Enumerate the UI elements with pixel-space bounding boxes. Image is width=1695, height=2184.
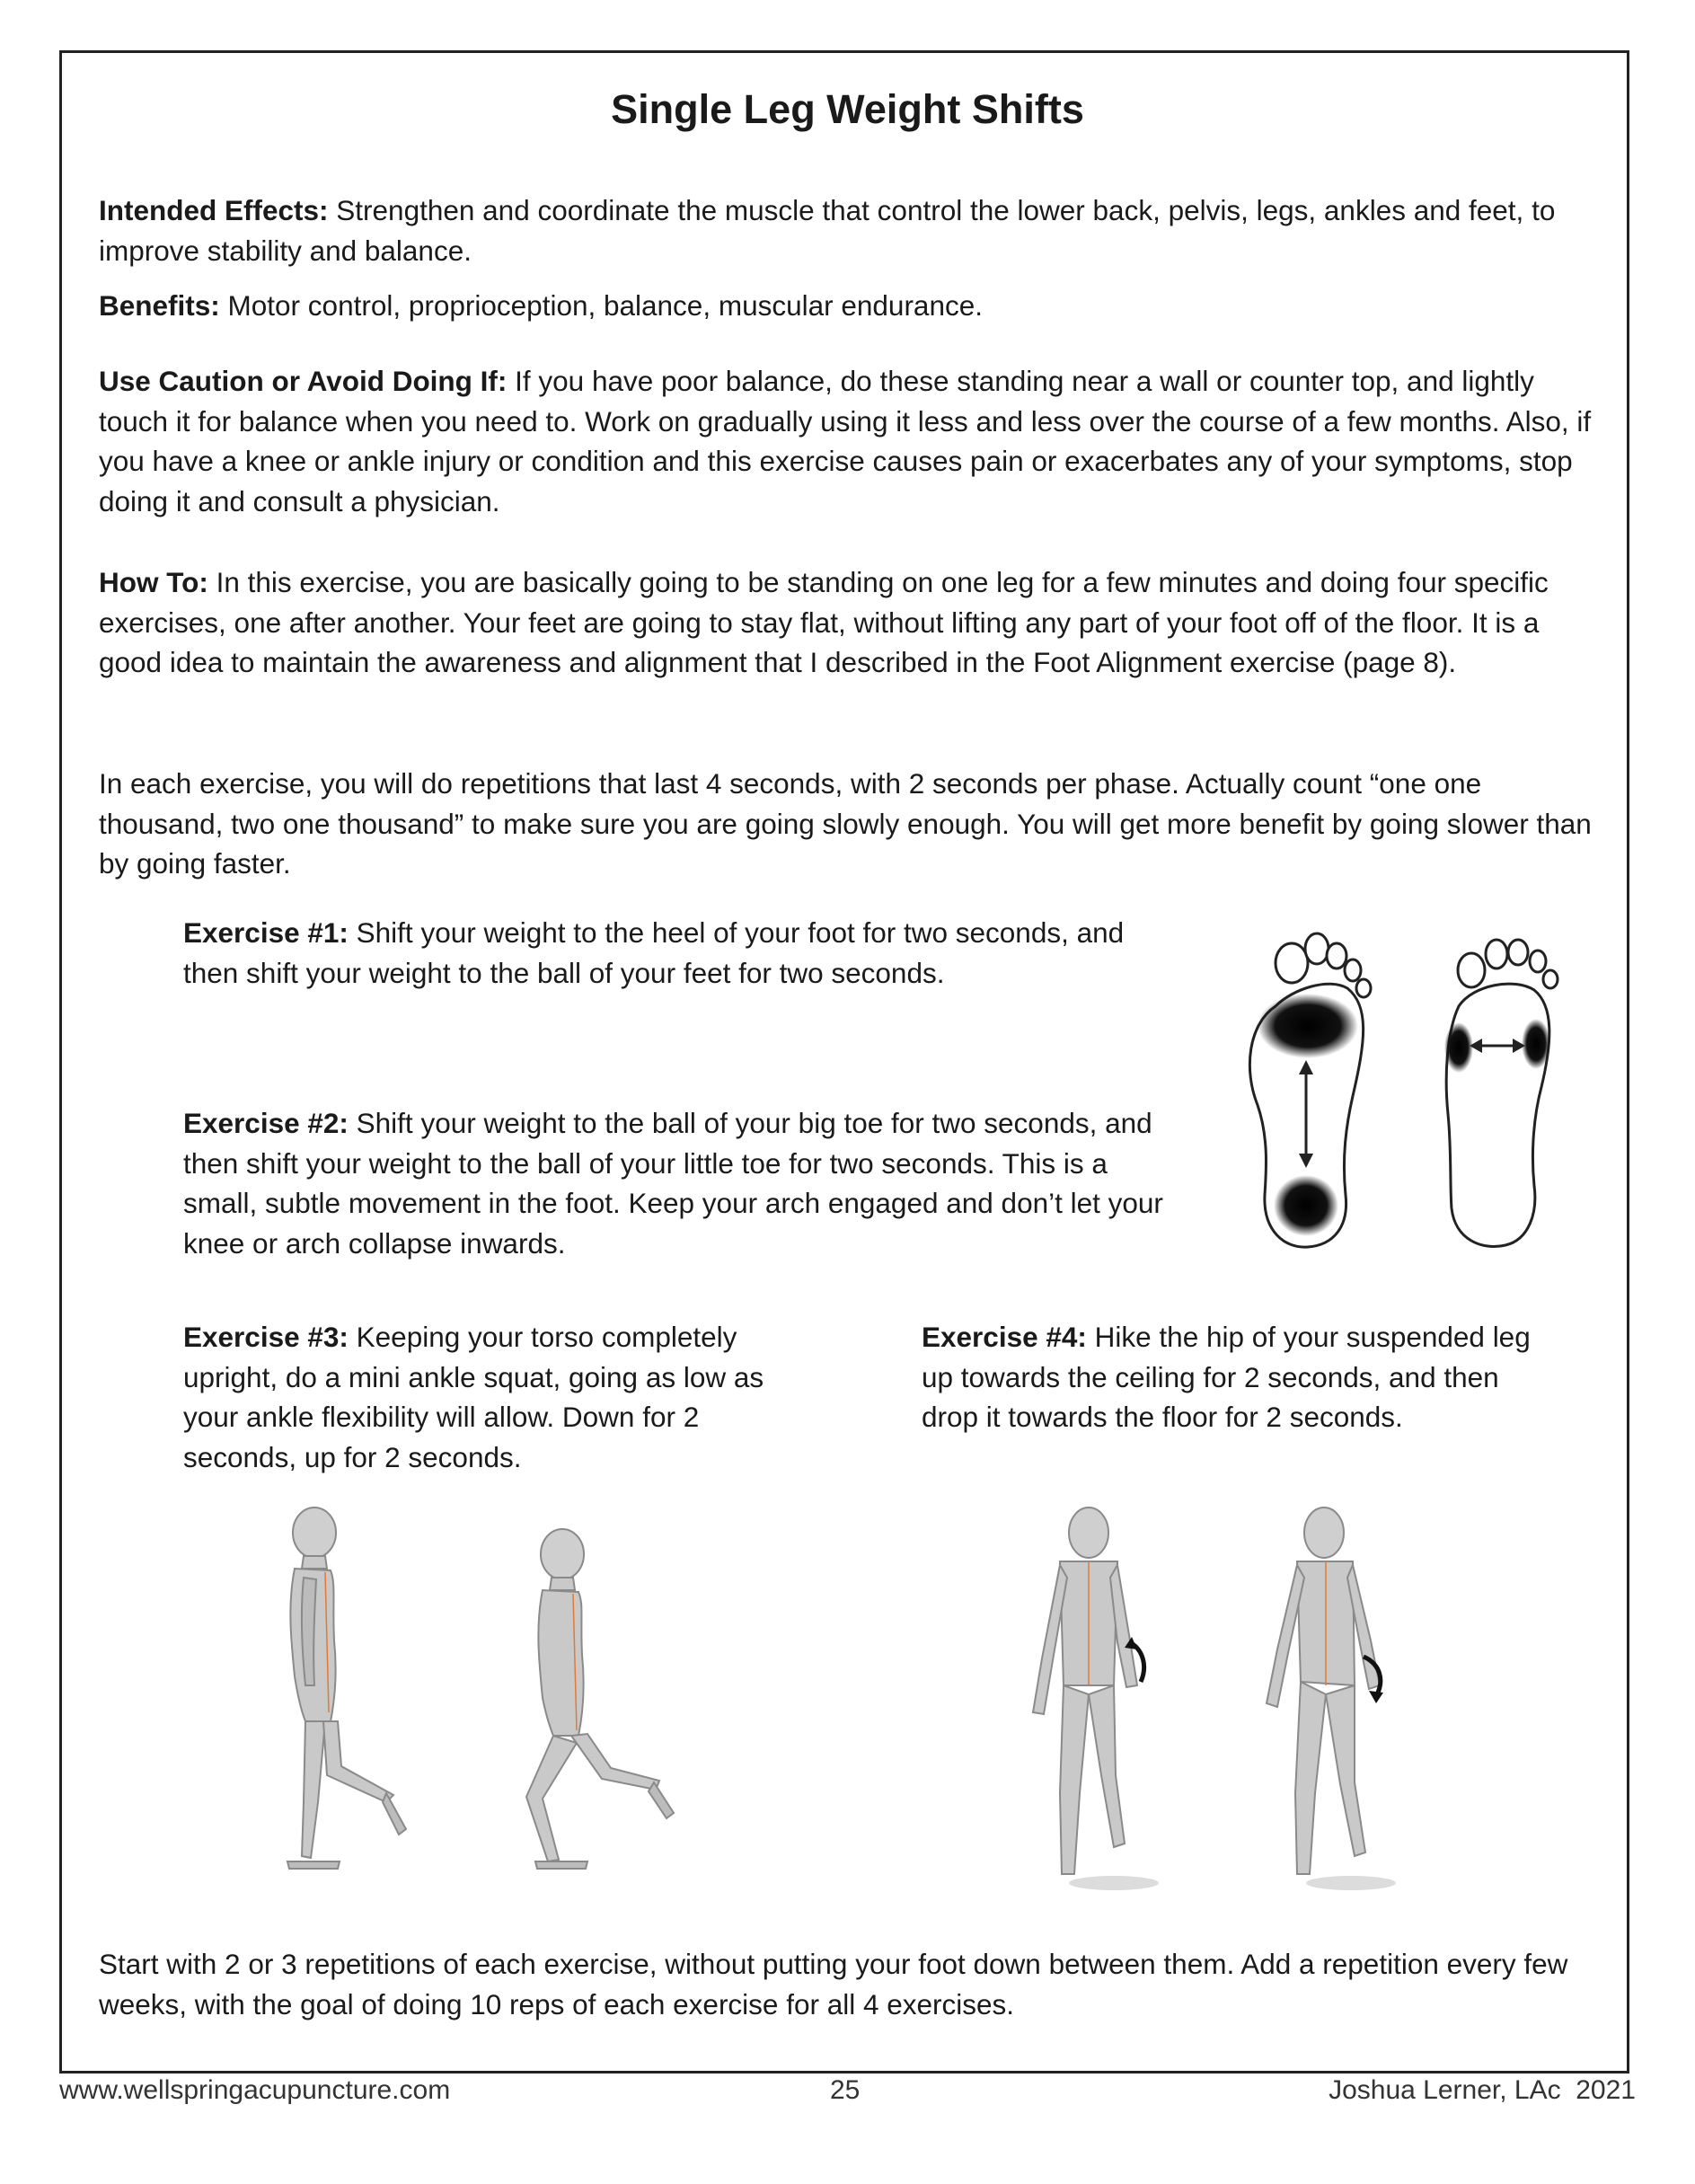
- exercise-2: [183, 1103, 1180, 1263]
- exercise-3: [183, 1317, 794, 1477]
- footer-author: Joshua Lerner, LAc 2021: [1329, 2075, 1636, 2105]
- caution-paragraph: [99, 361, 1608, 521]
- foot-diagram-heel-ball: [1240, 925, 1374, 1249]
- toe-3: [1327, 943, 1346, 968]
- toe-1: [1276, 943, 1308, 983]
- footer-website: www.wellspringacupuncture.com: [59, 2075, 451, 2105]
- mannequin-side-standing: [252, 1506, 458, 1883]
- little-toe-pressure: [1522, 1019, 1550, 1069]
- exercise-1-text: Shift your weight to the heel of your foot for two seconds, and then shift your weight to the ball of your feet for two seconds.: [183, 916, 1125, 989]
- ball-pressure: [1258, 994, 1358, 1058]
- intended-effects-label: Intended Effects:: [99, 194, 329, 226]
- exercise-1-label: Exercise #1:: [183, 916, 349, 949]
- exercise-1: [183, 913, 1171, 993]
- exercise-2-label: Exercise #2:: [183, 1107, 349, 1139]
- caution-text: If you have poor balance, do these standing near a wall or counter top, and lightly touch it for balance when you need to. Work on gradually using it less and less over the course of a few months. Also, if you have a knee or ankle injury or condition and this exercise causes pain or exacerbates any of your symptoms, stop doing it and consult a physician.: [99, 365, 1592, 517]
- benefits-paragraph: [99, 286, 1608, 326]
- mannequin-front-hip-down: [1250, 1506, 1412, 1901]
- exercise-3-label: Exercise #3:: [183, 1321, 349, 1353]
- big-toe-pressure: [1444, 1022, 1473, 1073]
- arrow-down-icon: [1369, 1691, 1383, 1703]
- closing-paragraph: Start with 2 or 3 repetitions of each exercise, without putting your foot down between them. Add a repetition every few weeks, with the goal of doing 10 reps of each exercise for all 4 exercises.: [99, 1948, 1568, 2020]
- intended-effects-text: Strengthen and coordinate the muscle that control the lower back, pelvis, legs, ankles and feet, to improve stability and balance.: [99, 194, 1556, 267]
- heel-pressure: [1274, 1175, 1338, 1236]
- toe-5: [1543, 970, 1558, 988]
- exercise-4: [922, 1317, 1541, 1437]
- toe-4: [1345, 959, 1361, 981]
- exercise-2-text: Shift your weight to the ball of your big toe for two seconds, and then shift your weight to the ball of your little toe for two seconds. This is a small, subtle movement in the foot. Keep your arch engaged and don’t let your knee or arch collapse inwards.: [183, 1107, 1163, 1260]
- toe-5: [1356, 979, 1371, 997]
- foot-diagram-big-little-toe: [1428, 925, 1563, 1249]
- how-to-text: In this exercise, you are basically going to be standing on one leg for a few minutes and doing four specific exercises, one after another. Your feet are going to stay flat, without lifting any part of your foot off of the floor. It is a good idea to maintain the awareness and alignment that I described in the Foot Alignment exercise (page 8).: [99, 566, 1549, 678]
- caution-label: Use Caution or Avoid Doing If:: [99, 365, 508, 397]
- intended-effects-paragraph: [99, 190, 1608, 270]
- mannequin-side-squat: [512, 1527, 719, 1887]
- toe-4: [1530, 951, 1546, 972]
- how-to-paragraph: [99, 562, 1608, 683]
- toe-2: [1486, 940, 1507, 968]
- exercise-3-text: Keeping your torso completely upright, do a mini ankle squat, going as low as your ankle flexibility will allow. Down for 2 seconds, up for 2 seconds.: [183, 1321, 764, 1473]
- repetitions-paragraph: In each exercise, you will do repetitions that last 4 seconds, with 2 seconds per phase. Actually count “one one thousand, two one thousand” to make sure you are going slowly enough. You will get more benefit by going slower than by going faster.: [99, 767, 1592, 880]
- toe-2: [1305, 933, 1329, 964]
- toe-1: [1458, 953, 1485, 987]
- mannequin-front-hip-up: [1015, 1506, 1177, 1901]
- how-to-label: How To:: [99, 566, 208, 598]
- exercise-4-label: Exercise #4:: [922, 1321, 1087, 1353]
- benefits-label: Benefits:: [99, 289, 220, 322]
- page-title: Single Leg Weight Shifts: [611, 86, 1084, 132]
- exercise-4-text: Hike the hip of your suspended leg up towards the ceiling for 2 seconds, and then drop it towards the floor for 2 seconds.: [922, 1321, 1531, 1433]
- toe-3: [1508, 940, 1528, 965]
- footer-page-number: 25: [830, 2075, 861, 2105]
- benefits-text: Motor control, proprioception, balance, muscular endurance.: [219, 289, 983, 322]
